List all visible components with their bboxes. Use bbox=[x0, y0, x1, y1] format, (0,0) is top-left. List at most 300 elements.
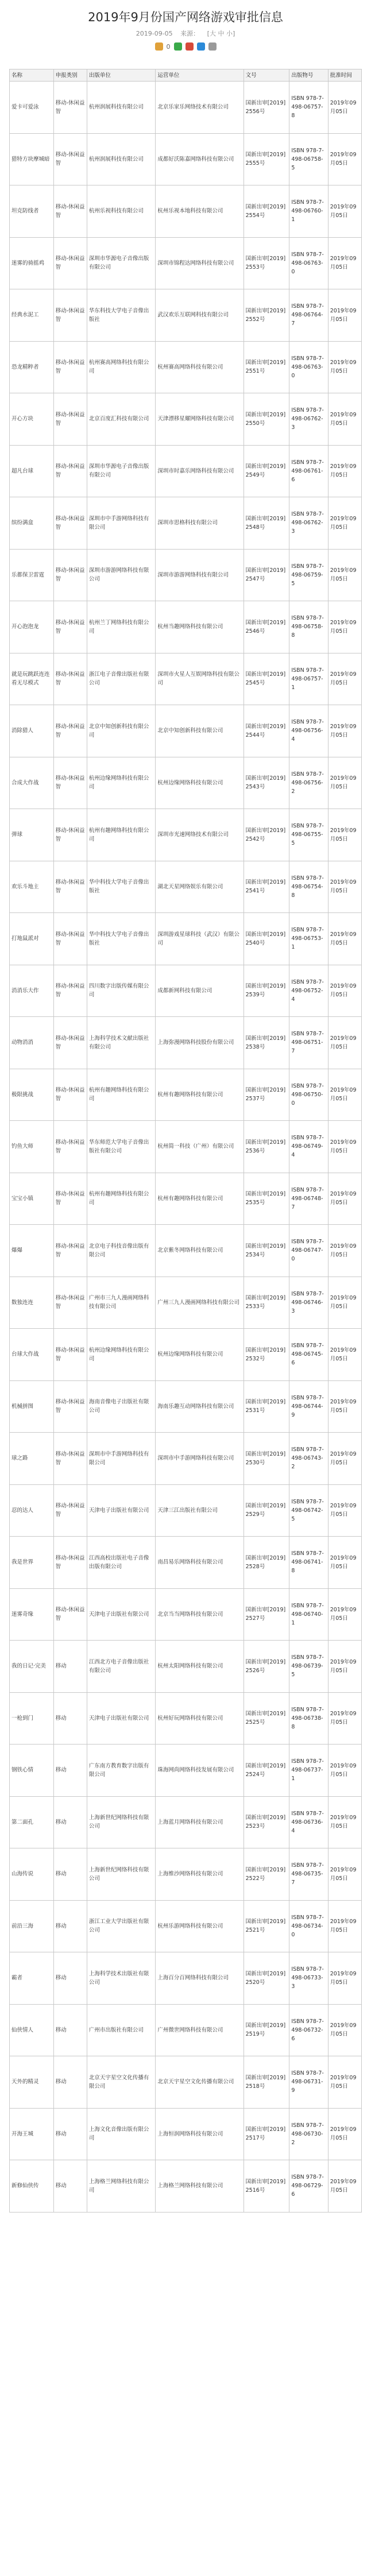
table-row bbox=[10, 861, 362, 913]
cell-publisher: 深圳市华源电子音像出版有限公司 bbox=[87, 237, 156, 289]
cell-operator: 天津三江出版社有限公司 bbox=[156, 1484, 244, 1537]
cell-publisher: 北京百度汇科技有限公司 bbox=[87, 393, 156, 446]
cell-approval-date: 2019年09月05日 bbox=[328, 1329, 361, 1381]
cell-category: 移动-休闲益智 bbox=[53, 1329, 87, 1381]
cell-operator: 上海蓝月网络科技有限公司 bbox=[156, 1796, 244, 1848]
table-row bbox=[10, 1952, 362, 2005]
cell-isbn: ISBN 978-7-498-06757-1 bbox=[289, 653, 328, 705]
cell-name: 钢铁心情 bbox=[10, 1745, 54, 1797]
cell-name: 台球大作战 bbox=[10, 1329, 54, 1381]
cell-category: 移动 bbox=[53, 2160, 87, 2213]
qq-icon[interactable] bbox=[197, 42, 205, 51]
table-row bbox=[10, 2108, 362, 2160]
cell-operator: 杭州当趣网络科技有限公司 bbox=[156, 601, 244, 653]
cell-approval-date: 2019年09月05日 bbox=[328, 1433, 361, 1485]
cell-publisher: 深圳市华源电子音像出版有限公司 bbox=[87, 445, 156, 497]
table-row bbox=[10, 1329, 362, 1381]
cell-category: 移动 bbox=[53, 1745, 87, 1797]
cell-publisher: 广州市三九人漫画网络科技有限公司 bbox=[87, 1277, 156, 1329]
cell-category: 移动-休闲益智 bbox=[53, 913, 87, 965]
cell-doc-number: 国新出审[2019]2518号 bbox=[244, 2056, 289, 2109]
column-header-name: 名称 bbox=[10, 69, 54, 82]
cell-category: 移动-休闲益智 bbox=[53, 393, 87, 446]
cell-category: 移动-休闲益智 bbox=[53, 653, 87, 705]
cell-name: 欢乐斗地主 bbox=[10, 861, 54, 913]
cell-publisher: 杭州边缘网络科技有限公司 bbox=[87, 757, 156, 809]
cell-doc-number: 国新出审[2019]2538号 bbox=[244, 1017, 289, 1069]
table-row bbox=[10, 1641, 362, 1693]
cell-name: 山海传说 bbox=[10, 1848, 54, 1901]
cell-publisher: 上海科学技术出版社有限公司 bbox=[87, 1952, 156, 2005]
cell-name: 天外的精灵 bbox=[10, 2056, 54, 2109]
column-header-operator: 运营单位 bbox=[156, 69, 244, 82]
cell-name: 坦克防线者 bbox=[10, 185, 54, 238]
table-row bbox=[10, 1380, 362, 1433]
cell-operator: 杭州边缘网络科技有限公司 bbox=[156, 1329, 244, 1381]
cell-publisher: 杭州乐视科技有限公司 bbox=[87, 185, 156, 238]
cell-name: 消除猎人 bbox=[10, 705, 54, 757]
table-row bbox=[10, 1745, 362, 1797]
cell-isbn: ISBN 978-7-498-06738-8 bbox=[289, 1692, 328, 1745]
cell-name: 猎特方块摩城暗 bbox=[10, 133, 54, 185]
cell-operator: 上海恒润网络科技有限公司 bbox=[156, 2108, 244, 2160]
cell-isbn: ISBN 978-7-498-06762-3 bbox=[289, 393, 328, 446]
cell-doc-number: 国新出审[2019]2543号 bbox=[244, 757, 289, 809]
column-header-approval-date: 批准时间 bbox=[328, 69, 361, 82]
cell-isbn: ISBN 978-7-498-06763-0 bbox=[289, 237, 328, 289]
cell-approval-date: 2019年09月05日 bbox=[328, 133, 361, 185]
cell-doc-number: 国新出审[2019]2536号 bbox=[244, 1121, 289, 1173]
cell-category: 移动-休闲益智 bbox=[53, 1588, 87, 1641]
cell-doc-number: 国新出审[2019]2554号 bbox=[244, 185, 289, 238]
cell-doc-number: 国新出审[2019]2516号 bbox=[244, 2160, 289, 2213]
cell-operator: 深圳市火星人互娱网络科技有限公司 bbox=[156, 653, 244, 705]
cell-name: 极限挑战 bbox=[10, 1069, 54, 1121]
cell-isbn: ISBN 978-7-498-06729-6 bbox=[289, 2160, 328, 2213]
cell-isbn: ISBN 978-7-498-06744-9 bbox=[289, 1380, 328, 1433]
cell-doc-number: 国新出审[2019]2527号 bbox=[244, 1588, 289, 1641]
cell-name: 打地鼠派对 bbox=[10, 913, 54, 965]
cell-approval-date: 2019年09月05日 bbox=[328, 393, 361, 446]
cell-category: 移动 bbox=[53, 1900, 87, 1952]
cell-doc-number: 国新出审[2019]2525号 bbox=[244, 1692, 289, 1745]
cell-doc-number: 国新出审[2019]2546号 bbox=[244, 601, 289, 653]
cell-publisher: 华中科技大学电子音像出版社 bbox=[87, 861, 156, 913]
cell-operator: 杭州有趣网络科技有限公司 bbox=[156, 1173, 244, 1225]
cell-operator: 成都新网科技有限公司 bbox=[156, 965, 244, 1017]
cell-publisher: 天津电子出版社有限公司 bbox=[87, 1692, 156, 1745]
cell-isbn: ISBN 978-7-498-06749-4 bbox=[289, 1121, 328, 1173]
cell-approval-date: 2019年09月05日 bbox=[328, 1017, 361, 1069]
table-row bbox=[10, 1588, 362, 1641]
cell-publisher: 广州市出版社有限公司 bbox=[87, 2004, 156, 2056]
cell-doc-number: 国新出审[2019]2540号 bbox=[244, 913, 289, 965]
bookmark-icon[interactable] bbox=[155, 42, 163, 51]
cell-doc-number: 国新出审[2019]2531号 bbox=[244, 1380, 289, 1433]
cell-category: 移动-休闲益智 bbox=[53, 1173, 87, 1225]
cell-name: 超凡台球 bbox=[10, 445, 54, 497]
table-row bbox=[10, 133, 362, 185]
cell-isbn: ISBN 978-7-498-06761-6 bbox=[289, 445, 328, 497]
cell-publisher: 华中科技大学电子音像出版社 bbox=[87, 913, 156, 965]
cell-name: 弹球 bbox=[10, 809, 54, 861]
cell-isbn: ISBN 978-7-498-06739-5 bbox=[289, 1641, 328, 1693]
table-row bbox=[10, 1121, 362, 1173]
cell-isbn: ISBN 978-7-498-06762-3 bbox=[289, 497, 328, 550]
cell-publisher: 北京电子科技音像出版有限公司 bbox=[87, 1225, 156, 1277]
cell-operator: 杭州好玩网络科技有限公司 bbox=[156, 1692, 244, 1745]
column-header-category: 申报类别 bbox=[53, 69, 87, 82]
cell-doc-number: 国新出审[2019]2552号 bbox=[244, 289, 289, 342]
cell-operator: 北京当当网络科技有限公司 bbox=[156, 1588, 244, 1641]
cell-operator: 武汉欢乐互联网科技有限公司 bbox=[156, 289, 244, 342]
cell-category: 移动-休闲益智 bbox=[53, 237, 87, 289]
share-count: 0 bbox=[166, 42, 171, 51]
cell-operator: 深圳市游游网络科技有限公司 bbox=[156, 549, 244, 601]
cell-operator: 杭州简一科技（广州）有限公司 bbox=[156, 1121, 244, 1173]
cell-isbn: ISBN 978-7-498-06756-2 bbox=[289, 757, 328, 809]
more-icon[interactable] bbox=[208, 42, 217, 51]
cell-approval-date: 2019年09月05日 bbox=[328, 237, 361, 289]
cell-isbn: ISBN 978-7-498-06752-4 bbox=[289, 965, 328, 1017]
cell-operator: 杭州太阳网络科技有限公司 bbox=[156, 1641, 244, 1693]
font-size-switch[interactable]: [大 中 小] bbox=[207, 30, 235, 37]
table-row bbox=[10, 1900, 362, 1952]
cell-publisher: 杭州兰丁网络科技有限公司 bbox=[87, 601, 156, 653]
cell-doc-number: 国新出审[2019]2541号 bbox=[244, 861, 289, 913]
cell-approval-date: 2019年09月05日 bbox=[328, 549, 361, 601]
cell-approval-date: 2019年09月05日 bbox=[328, 1537, 361, 1589]
table-row bbox=[10, 185, 362, 238]
cell-publisher: 上海新世纪网络科技有限公司 bbox=[87, 1848, 156, 1901]
cell-category: 移动 bbox=[53, 1952, 87, 2005]
cell-approval-date: 2019年09月05日 bbox=[328, 653, 361, 705]
cell-isbn: ISBN 978-7-498-06742-5 bbox=[289, 1484, 328, 1537]
cell-name: 我的日记·完美 bbox=[10, 1641, 54, 1693]
cell-publisher: 华东师范大学电子音像出版社有限公司 bbox=[87, 1121, 156, 1173]
cell-operator: 广州微世网络科技有限公司 bbox=[156, 2004, 244, 2056]
cell-name: 前沿三海 bbox=[10, 1900, 54, 1952]
cell-operator: 天津漂移星耀网络科技有限公司 bbox=[156, 393, 244, 446]
cell-approval-date: 2019年09月05日 bbox=[328, 965, 361, 1017]
cell-name: 开心泡泡龙 bbox=[10, 601, 54, 653]
cell-isbn: ISBN 978-7-498-06755-5 bbox=[289, 809, 328, 861]
cell-category: 移动-休闲益智 bbox=[53, 549, 87, 601]
cell-operator: 上海维沙网络科技有限公司 bbox=[156, 1848, 244, 1901]
cell-approval-date: 2019年09月05日 bbox=[328, 705, 361, 757]
cell-doc-number: 国新出审[2019]2521号 bbox=[244, 1900, 289, 1952]
cell-approval-date: 2019年09月05日 bbox=[328, 1225, 361, 1277]
cell-category: 移动 bbox=[53, 1692, 87, 1745]
cell-operator: 上海弥漫网络科技股份有限公司 bbox=[156, 1017, 244, 1069]
cell-doc-number: 国新出审[2019]2524号 bbox=[244, 1745, 289, 1797]
cell-publisher: 浙江工业大学出版社有限公司 bbox=[87, 1900, 156, 1952]
cell-operator: 成都好沃陈嘉网络科技有限公司 bbox=[156, 133, 244, 185]
cell-category: 移动-休闲益智 bbox=[53, 1121, 87, 1173]
cell-approval-date: 2019年09月05日 bbox=[328, 289, 361, 342]
cell-category: 移动 bbox=[53, 1796, 87, 1848]
weibo-icon[interactable] bbox=[186, 42, 194, 51]
cell-doc-number: 国新出审[2019]2534号 bbox=[244, 1225, 289, 1277]
cell-name: 乐都保卫雷霆 bbox=[10, 549, 54, 601]
cell-approval-date: 2019年09月05日 bbox=[328, 1952, 361, 2005]
cell-category: 移动-休闲益智 bbox=[53, 757, 87, 809]
cell-doc-number: 国新出审[2019]2544号 bbox=[244, 705, 289, 757]
cell-approval-date: 2019年09月05日 bbox=[328, 1121, 361, 1173]
cell-isbn: ISBN 978-7-498-06756-4 bbox=[289, 705, 328, 757]
cell-approval-date: 2019年09月05日 bbox=[328, 2160, 361, 2213]
cell-doc-number: 国新出审[2019]2526号 bbox=[244, 1641, 289, 1693]
cell-category: 移动-休闲益智 bbox=[53, 1069, 87, 1121]
cell-isbn: ISBN 978-7-498-06763-0 bbox=[289, 341, 328, 393]
cell-category: 移动-休闲益智 bbox=[53, 861, 87, 913]
cell-name: 开心方块 bbox=[10, 393, 54, 446]
cell-operator: 杭州赛高网络科技有限公司 bbox=[156, 341, 244, 393]
cell-category: 移动-休闲益智 bbox=[53, 1277, 87, 1329]
table-row bbox=[10, 653, 362, 705]
cell-publisher: 杭州边缘网络科技有限公司 bbox=[87, 1329, 156, 1381]
cell-approval-date: 2019年09月05日 bbox=[328, 1745, 361, 1797]
cell-isbn: ISBN 978-7-498-06759-5 bbox=[289, 549, 328, 601]
table-row bbox=[10, 1069, 362, 1121]
cell-category: 移动-休闲益智 bbox=[53, 82, 87, 134]
cell-operator: 深圳市时嘉乐网络科技有限公司 bbox=[156, 445, 244, 497]
table-row bbox=[10, 82, 362, 134]
cell-approval-date: 2019年09月05日 bbox=[328, 1588, 361, 1641]
cell-category: 移动-休闲益智 bbox=[53, 965, 87, 1017]
cell-isbn: ISBN 978-7-498-06736-4 bbox=[289, 1796, 328, 1848]
cell-approval-date: 2019年09月05日 bbox=[328, 1484, 361, 1537]
table-row bbox=[10, 965, 362, 1017]
cell-category: 移动-休闲益智 bbox=[53, 445, 87, 497]
cell-name: 球之路 bbox=[10, 1433, 54, 1485]
cell-doc-number: 国新出审[2019]2519号 bbox=[244, 2004, 289, 2056]
cell-category: 移动-休闲益智 bbox=[53, 809, 87, 861]
share-toolbar bbox=[0, 42, 371, 51]
cell-category: 移动 bbox=[53, 2056, 87, 2109]
cell-approval-date: 2019年09月05日 bbox=[328, 2056, 361, 2109]
cell-approval-date: 2019年09月05日 bbox=[328, 2108, 361, 2160]
cell-category: 移动-休闲益智 bbox=[53, 705, 87, 757]
cell-operator: 南昌易乐网络科技有限公司 bbox=[156, 1537, 244, 1589]
cell-doc-number: 国新出审[2019]2542号 bbox=[244, 809, 289, 861]
cell-publisher: 深圳市游游网络科技有限公司 bbox=[87, 549, 156, 601]
cell-approval-date: 2019年09月05日 bbox=[328, 1692, 361, 1745]
table-row bbox=[10, 289, 362, 342]
cell-operator: 湖北天星网络娱乐有限公司 bbox=[156, 861, 244, 913]
cell-approval-date: 2019年09月05日 bbox=[328, 445, 361, 497]
cell-publisher: 杭州有趣网络科技有限公司 bbox=[87, 809, 156, 861]
cell-category: 移动-休闲益智 bbox=[53, 497, 87, 550]
cell-operator: 海南乐趣互动网络科技有限公司 bbox=[156, 1380, 244, 1433]
cell-publisher: 上海科学技术文献出版社有限公司 bbox=[87, 1017, 156, 1069]
cell-category: 移动-休闲益智 bbox=[53, 185, 87, 238]
cell-isbn: ISBN 978-7-498-06745-6 bbox=[289, 1329, 328, 1381]
cell-isbn: ISBN 978-7-498-06746-3 bbox=[289, 1277, 328, 1329]
cell-name: 爆爆 bbox=[10, 1225, 54, 1277]
cell-name: 仙侠情人 bbox=[10, 2004, 54, 2056]
cell-approval-date: 2019年09月05日 bbox=[328, 1069, 361, 1121]
table-header-row bbox=[10, 69, 362, 82]
cell-category: 移动-休闲益智 bbox=[53, 289, 87, 342]
table-row bbox=[10, 1537, 362, 1589]
cell-publisher: 天津电子出版社有限公司 bbox=[87, 1588, 156, 1641]
table-row bbox=[10, 601, 362, 653]
cell-publisher: 深圳市中手游网络科技有限公司 bbox=[87, 497, 156, 550]
cell-name: 机械拼图 bbox=[10, 1380, 54, 1433]
wechat-icon[interactable] bbox=[174, 42, 182, 51]
cell-publisher: 杭州润展科技有限公司 bbox=[87, 82, 156, 134]
cell-isbn: ISBN 978-7-498-06732-6 bbox=[289, 2004, 328, 2056]
cell-approval-date: 2019年09月05日 bbox=[328, 861, 361, 913]
cell-name: 经典水泥工 bbox=[10, 289, 54, 342]
cell-name: 我是世界 bbox=[10, 1537, 54, 1589]
cell-name: 钓鱼大师 bbox=[10, 1121, 54, 1173]
cell-name: 动物消消 bbox=[10, 1017, 54, 1069]
cell-approval-date: 2019年09月05日 bbox=[328, 82, 361, 134]
cell-publisher: 北京中知创新科技有限公司 bbox=[87, 705, 156, 757]
cell-operator: 珠海网尚网络科技发展有限公司 bbox=[156, 1745, 244, 1797]
cell-operator: 深圳市中手游网络科技有限公司 bbox=[156, 1433, 244, 1485]
cell-name: 忍的达人 bbox=[10, 1484, 54, 1537]
cell-name: 迷雾奇缘 bbox=[10, 1588, 54, 1641]
cell-doc-number: 国新出审[2019]2535号 bbox=[244, 1173, 289, 1225]
table-body bbox=[10, 82, 362, 2213]
cell-isbn: ISBN 978-7-498-06753-1 bbox=[289, 913, 328, 965]
cell-isbn: ISBN 978-7-498-06757-8 bbox=[289, 82, 328, 134]
cell-operator: 深圳市锦程达网络科技有限公司 bbox=[156, 237, 244, 289]
cell-publisher: 华东科技大学电子音像出版社 bbox=[87, 289, 156, 342]
cell-name: 迷雾的骑摇鸡 bbox=[10, 237, 54, 289]
cell-doc-number: 国新出审[2019]2522号 bbox=[244, 1848, 289, 1901]
cell-publisher: 江西北方电子音像出版社有限公司 bbox=[87, 1641, 156, 1693]
cell-operator: 北京中知创新科技有限公司 bbox=[156, 705, 244, 757]
cell-operator: 杭州有趣网络科技有限公司 bbox=[156, 1069, 244, 1121]
cell-approval-date: 2019年09月05日 bbox=[328, 341, 361, 393]
cell-category: 移动-休闲益智 bbox=[53, 1225, 87, 1277]
table-row bbox=[10, 237, 362, 289]
cell-isbn: ISBN 978-7-498-06758-8 bbox=[289, 601, 328, 653]
cell-operator: 北京乐家乐网络技术有限公司 bbox=[156, 82, 244, 134]
cell-operator: 杭州边缘网络科技有限公司 bbox=[156, 757, 244, 809]
publish-date: 2019-09-05 bbox=[136, 30, 173, 37]
cell-isbn: ISBN 978-7-498-06764-7 bbox=[289, 289, 328, 342]
cell-name: 就是玩跳跃连连看无尽模式 bbox=[10, 653, 54, 705]
cell-category: 移动 bbox=[53, 2004, 87, 2056]
cell-publisher: 广东南方教育数字出版有限公司 bbox=[87, 1745, 156, 1797]
table-row bbox=[10, 1433, 362, 1485]
cell-name: 一枪到门 bbox=[10, 1692, 54, 1745]
cell-name: 恐龙精粹者 bbox=[10, 341, 54, 393]
cell-doc-number: 国新出审[2019]2547号 bbox=[244, 549, 289, 601]
cell-doc-number: 国新出审[2019]2550号 bbox=[244, 393, 289, 446]
cell-approval-date: 2019年09月05日 bbox=[328, 1277, 361, 1329]
cell-isbn: ISBN 978-7-498-06751-7 bbox=[289, 1017, 328, 1069]
cell-isbn: ISBN 978-7-498-06747-0 bbox=[289, 1225, 328, 1277]
column-header-doc-number: 文号 bbox=[244, 69, 289, 82]
cell-category: 移动-休闲益智 bbox=[53, 1484, 87, 1537]
cell-doc-number: 国新出审[2019]2529号 bbox=[244, 1484, 289, 1537]
cell-publisher: 江西高校出版社电子音像出版有限公司 bbox=[87, 1537, 156, 1589]
cell-operator: 杭州乐游网络科技有限公司 bbox=[156, 1900, 244, 1952]
cell-doc-number: 国新出审[2019]2532号 bbox=[244, 1329, 289, 1381]
column-header-isbn: 出版物号 bbox=[289, 69, 328, 82]
table-row bbox=[10, 393, 362, 446]
cell-approval-date: 2019年09月05日 bbox=[328, 2004, 361, 2056]
cell-operator: 上海格兰网络科技有限公司 bbox=[156, 2160, 244, 2213]
table-row bbox=[10, 1277, 362, 1329]
table-row bbox=[10, 2004, 362, 2056]
table-row bbox=[10, 2160, 362, 2213]
table-row bbox=[10, 757, 362, 809]
page-title: 2019年9月份国产网络游戏审批信息 bbox=[88, 10, 283, 24]
cell-operator: 北京天宇星空文化传播有限公司 bbox=[156, 2056, 244, 2109]
cell-operator: 深圳市光速网络技术有限公司 bbox=[156, 809, 244, 861]
cell-doc-number: 国新出审[2019]2551号 bbox=[244, 341, 289, 393]
cell-category: 移动-休闲益智 bbox=[53, 601, 87, 653]
approval-table bbox=[9, 69, 362, 2213]
table-row bbox=[10, 2056, 362, 2109]
cell-isbn: ISBN 978-7-498-06741-8 bbox=[289, 1537, 328, 1589]
table-row bbox=[10, 809, 362, 861]
cell-approval-date: 2019年09月05日 bbox=[328, 809, 361, 861]
cell-doc-number: 国新出审[2019]2553号 bbox=[244, 237, 289, 289]
cell-doc-number: 国新出审[2019]2537号 bbox=[244, 1069, 289, 1121]
cell-approval-date: 2019年09月05日 bbox=[328, 185, 361, 238]
cell-operator: 深圳市思格科技有限公司 bbox=[156, 497, 244, 550]
cell-approval-date: 2019年09月05日 bbox=[328, 1900, 361, 1952]
cell-doc-number: 国新出审[2019]2528号 bbox=[244, 1537, 289, 1589]
cell-name: 消消乐大作 bbox=[10, 965, 54, 1017]
cell-publisher: 浙江电子音像出版社有限公司 bbox=[87, 653, 156, 705]
cell-name: 新修仙侠传 bbox=[10, 2160, 54, 2213]
cell-doc-number: 国新出审[2019]2548号 bbox=[244, 497, 289, 550]
cell-name: 缤纷满盒 bbox=[10, 497, 54, 550]
table-row bbox=[10, 1848, 362, 1901]
table-row bbox=[10, 1796, 362, 1848]
table-row bbox=[10, 1225, 362, 1277]
cell-name: 数独连连 bbox=[10, 1277, 54, 1329]
cell-publisher: 北京天宇星空文化传播有限公司 bbox=[87, 2056, 156, 2109]
table-row bbox=[10, 341, 362, 393]
cell-name: 霸者 bbox=[10, 1952, 54, 2005]
table-row bbox=[10, 497, 362, 550]
cell-operator: 广州三九人漫画网络科技有限公司 bbox=[156, 1277, 244, 1329]
cell-publisher: 杭州赛高网络科技有限公司 bbox=[87, 341, 156, 393]
cell-publisher: 深圳市中手游网络科技有限公司 bbox=[87, 1433, 156, 1485]
table-row bbox=[10, 1173, 362, 1225]
cell-doc-number: 国新出审[2019]2545号 bbox=[244, 653, 289, 705]
cell-operator: 北京紫冬网络科技有限公司 bbox=[156, 1225, 244, 1277]
cell-name: 第二面孔 bbox=[10, 1796, 54, 1848]
table-row bbox=[10, 913, 362, 965]
cell-operator: 杭州乐视本地科技有限公司 bbox=[156, 185, 244, 238]
cell-approval-date: 2019年09月05日 bbox=[328, 1641, 361, 1693]
table-row bbox=[10, 549, 362, 601]
source-label: 来源： bbox=[180, 30, 200, 37]
cell-doc-number: 国新出审[2019]2539号 bbox=[244, 965, 289, 1017]
table-row bbox=[10, 445, 362, 497]
cell-isbn: ISBN 978-7-498-06734-0 bbox=[289, 1900, 328, 1952]
table-row bbox=[10, 705, 362, 757]
cell-approval-date: 2019年09月05日 bbox=[328, 1796, 361, 1848]
cell-name: 合成大作战 bbox=[10, 757, 54, 809]
cell-name: 爱卡可爱泳 bbox=[10, 82, 54, 134]
cell-isbn: ISBN 978-7-498-06760-1 bbox=[289, 185, 328, 238]
cell-isbn: ISBN 978-7-498-06748-7 bbox=[289, 1173, 328, 1225]
cell-publisher: 上海新世纪网络科技有限公司 bbox=[87, 1796, 156, 1848]
cell-category: 移动-休闲益智 bbox=[53, 1433, 87, 1485]
